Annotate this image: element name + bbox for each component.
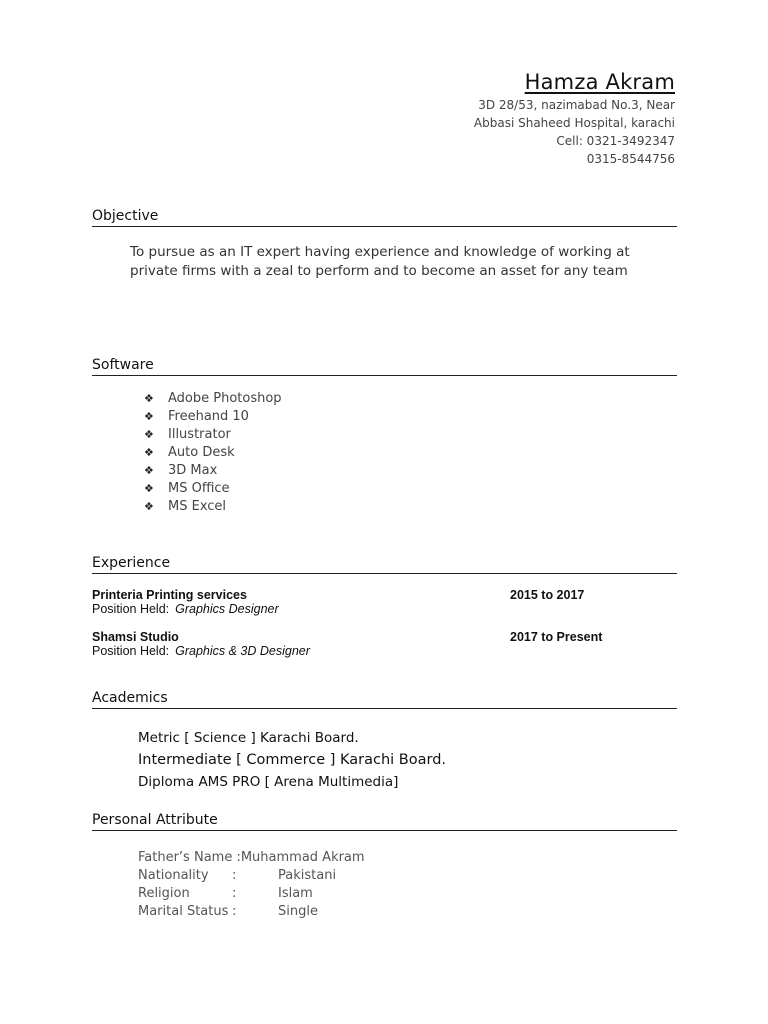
candidate-name: Hamza Akram xyxy=(524,70,675,94)
list-item xyxy=(144,444,677,462)
software-item: Adobe Photoshop xyxy=(168,391,282,406)
position-value: Graphics Designer xyxy=(175,602,279,616)
objective-section xyxy=(92,208,677,281)
diamond-bullet-icon: ❖ xyxy=(144,392,154,405)
objective-text: To pursue as an IT expert having experience and knowledge of working at private firms with a zeal to perform and to become an asset for any team xyxy=(130,244,630,279)
academics-heading: Academics xyxy=(92,690,677,709)
software-item: Auto Desk xyxy=(168,445,235,460)
position-held xyxy=(92,602,677,616)
attribute-label: Marital Status xyxy=(138,904,229,919)
attribute-colon: : xyxy=(232,886,237,901)
fathers-name-row xyxy=(138,849,677,867)
attribute-value: Islam xyxy=(278,886,313,901)
academic-item: Intermediate [ Commerce ] Karachi Board. xyxy=(138,752,447,768)
position-label: Position Held: xyxy=(92,644,170,658)
software-list xyxy=(144,390,677,516)
diamond-bullet-icon: ❖ xyxy=(144,410,154,423)
software-item: MS Excel xyxy=(168,499,227,514)
list-item xyxy=(144,462,677,480)
software-item: MS Office xyxy=(168,481,230,496)
experience-entry xyxy=(92,588,677,630)
fathers-name: Father’s Name :Muhammad Akram xyxy=(138,850,365,865)
phone-number-2: 0315-8544756 xyxy=(586,152,675,166)
objective-heading: Objective xyxy=(92,208,677,227)
address-line-1: 3D 28/53, nazimabad No.3, Near xyxy=(478,98,675,112)
employment-years: 2017 to Present xyxy=(510,630,603,644)
experience-heading: Experience xyxy=(92,555,677,574)
list-item xyxy=(144,390,677,408)
company-name: Printeria Printing services xyxy=(92,588,247,602)
attribute-label: Nationality xyxy=(138,868,209,883)
personal-attributes xyxy=(138,849,677,921)
academics-section xyxy=(92,690,677,793)
diamond-bullet-icon: ❖ xyxy=(144,500,154,513)
attribute-value: Single xyxy=(278,904,318,919)
position-held xyxy=(92,644,677,658)
software-item: Illustrator xyxy=(168,427,231,442)
attribute-colon: : xyxy=(232,868,237,883)
software-section xyxy=(92,357,677,516)
attribute-value: Pakistani xyxy=(278,868,337,883)
experience-entry xyxy=(92,630,677,672)
position-label: Position Held: xyxy=(92,602,170,616)
list-item xyxy=(144,426,677,444)
list-item xyxy=(144,408,677,426)
software-item: Freehand 10 xyxy=(168,409,249,424)
diamond-bullet-icon: ❖ xyxy=(144,464,154,477)
experience-section xyxy=(92,555,677,672)
list-item xyxy=(144,480,677,498)
attribute-label: Religion xyxy=(138,886,190,901)
attribute-row xyxy=(138,885,677,903)
attribute-row xyxy=(138,903,677,921)
position-value: Graphics & 3D Designer xyxy=(175,644,310,658)
diamond-bullet-icon: ❖ xyxy=(144,428,154,441)
contact-header xyxy=(474,70,675,168)
personal-heading: Personal Attribute xyxy=(92,812,677,831)
software-item: 3D Max xyxy=(168,463,218,478)
diamond-bullet-icon: ❖ xyxy=(144,446,154,459)
employment-years: 2015 to 2017 xyxy=(510,588,585,602)
attribute-row xyxy=(138,867,677,885)
academics-list xyxy=(138,727,677,793)
personal-section xyxy=(92,812,677,921)
company-name: Shamsi Studio xyxy=(92,630,179,644)
diamond-bullet-icon: ❖ xyxy=(144,482,154,495)
academic-item: Diploma AMS PRO [ Arena Multimedia] xyxy=(138,774,399,790)
software-heading: Software xyxy=(92,357,677,376)
address-line-2: Abbasi Shaheed Hospital, karachi xyxy=(473,116,675,130)
attribute-colon: : xyxy=(232,904,237,919)
list-item xyxy=(144,498,677,516)
cell-number: Cell: 0321-3492347 xyxy=(556,134,675,148)
academic-item: Metric [ Science ] Karachi Board. xyxy=(138,730,359,746)
